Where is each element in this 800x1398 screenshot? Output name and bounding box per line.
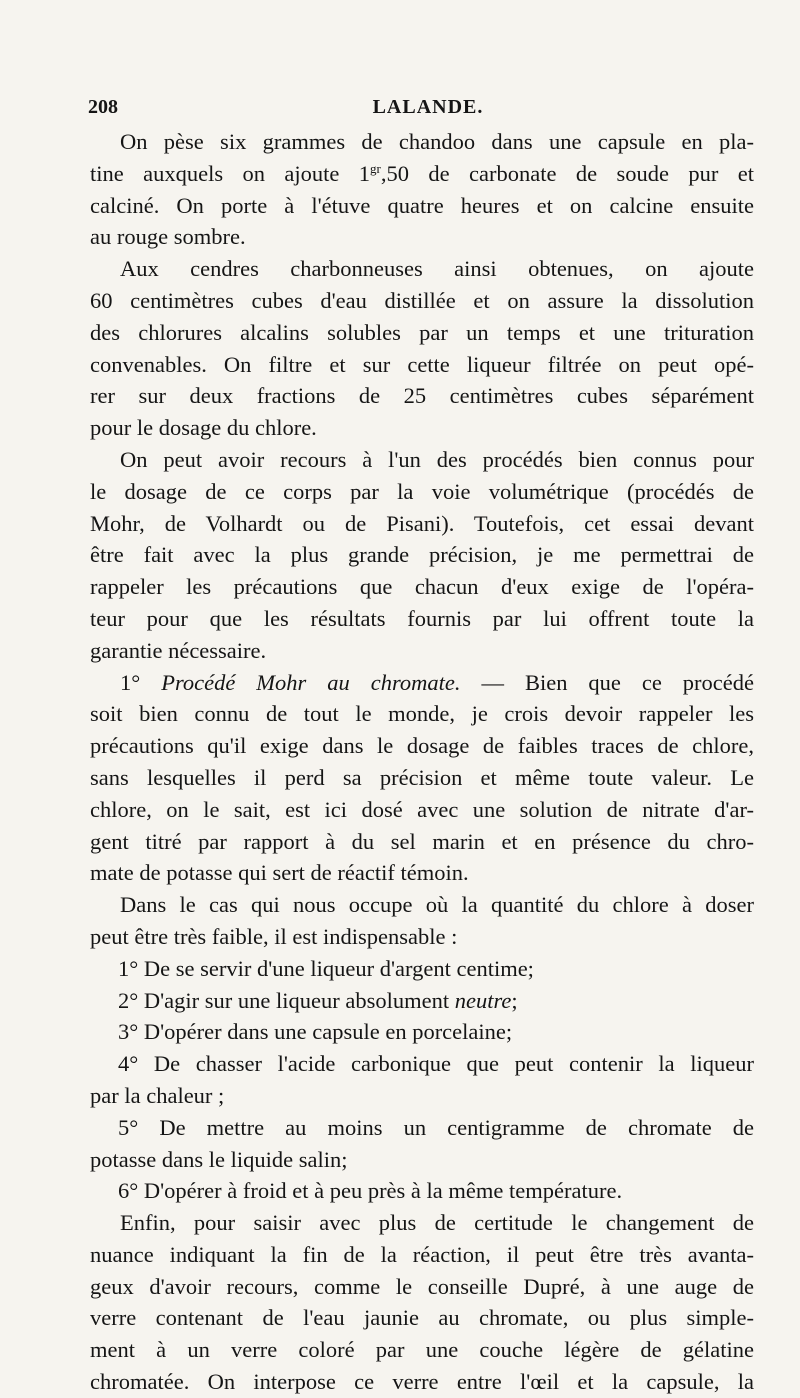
text-line: convenables. On filtre et sur cette liqueur filtrée on peut opé- (90, 351, 754, 377)
text-fragment: — Bien que ce procédé (481, 669, 754, 695)
list-item: 6° D'opérer à froid et à peu près à la même température. (118, 1178, 623, 1204)
text-line: nuance indiquant la fin de la réaction, il peut être très avanta- (90, 1241, 754, 1267)
list-item: 1° De se servir d'une liqueur d'argent centime; (118, 955, 534, 981)
text-line: le dosage de ce corps par la voie volumétrique (procédés de (90, 478, 754, 504)
text-fragment: ,50 de carbonate de soude pur et (380, 160, 754, 186)
list-item: 3° D'opérer dans une capsule en porcelaine; (118, 1019, 513, 1045)
text-fragment: 2° D'agir sur une liqueur absolument (118, 987, 450, 1013)
text-line (90, 158, 754, 190)
text-line: Mohr, de Volhardt ou de Pisani). Toutefois, cet essai devant (90, 510, 754, 536)
running-head: LALANDE. (372, 96, 484, 118)
text-line: des chlorures alcalins solubles par un temps et une trituration (90, 319, 754, 345)
page-header (88, 96, 768, 124)
page-body (90, 126, 754, 1398)
text-line: peut être très faible, il est indispensable : (90, 923, 458, 949)
list-item: 5° De mettre au moins un centigramme de chromate de (118, 1114, 754, 1140)
text-line (90, 667, 754, 699)
text-line: chlore, on le sait, est ici dosé avec une solution de nitrate d'ar- (90, 796, 754, 822)
text-line: On pèse six grammes de chandoo dans une capsule en pla- (120, 129, 754, 154)
text-line: mate de potasse qui sert de réactif témoin. (90, 860, 469, 886)
list-item: 4° De chasser l'acide carbonique que peut contenir la liqueur (118, 1051, 754, 1077)
text-line: rer sur deux fractions de 25 centimètres cubes séparément (90, 383, 754, 409)
text-line: soit bien connu de tout le monde, je crois devoir rappeler les (90, 701, 754, 727)
text-line: sans lesquelles il perd sa précision et même toute valeur. Le (90, 764, 754, 790)
text-line: gent titré par rapport à du sel marin et en présence du chro- (90, 828, 754, 854)
text-line: par la chaleur ; (90, 1082, 225, 1108)
section-number: 1° (120, 669, 141, 695)
text-line: Aux cendres charbonneuses ainsi obtenues, on ajoute (120, 256, 754, 282)
page-number: 208 (88, 96, 118, 118)
text-line: être fait avec la plus grande précision, je me permettrai de (90, 542, 754, 568)
text-line: Enfin, pour saisir avec plus de certitude le changement de (120, 1210, 754, 1236)
text-line: On peut avoir recours à l'un des procédés bien connus pour (120, 446, 754, 472)
text-line: geux d'avoir recours, comme le conseille Dupré, à une auge de (90, 1273, 754, 1299)
emphasis-text: neutre (454, 987, 512, 1013)
text-line: 60 centimètres cubes d'eau distillée et on assure la dissolution (90, 287, 754, 313)
text-line: calciné. On porte à l'étuve quatre heures et on calcine ensuite (90, 192, 754, 218)
text-line: verre contenant de l'eau jaunie au chromate, ou plus simple- (90, 1305, 754, 1331)
text-line: potasse dans le liquide salin; (90, 1146, 348, 1172)
text-line: précautions qu'il exige dans le dosage de faibles traces de chlore, (90, 733, 754, 759)
text-line: pour le dosage du chlore. (90, 415, 317, 441)
section-title: Procédé Mohr au chromate. (161, 669, 461, 695)
list-item (90, 985, 754, 1017)
text-fragment: tine auxquels on ajoute 1 (90, 160, 371, 186)
text-line: Dans le cas qui nous occupe où la quantité du chlore à doser (120, 892, 754, 918)
text-line: chromatée. On interpose ce verre entre l'œil et la capsule, la (90, 1369, 754, 1395)
text-line: teur pour que les résultats fournis par lui offrent toute la (90, 605, 754, 631)
superscript-unit: gr (370, 160, 381, 176)
text-line: rappeler les précautions que chacun d'eux exige de l'opéra- (90, 574, 754, 600)
text-line: au rouge sombre. (90, 224, 246, 250)
text-fragment: ; (511, 987, 518, 1013)
text-line: ment à un verre coloré par une couche légère de gélatine (90, 1337, 754, 1363)
text-line: garantie nécessaire. (90, 637, 267, 663)
